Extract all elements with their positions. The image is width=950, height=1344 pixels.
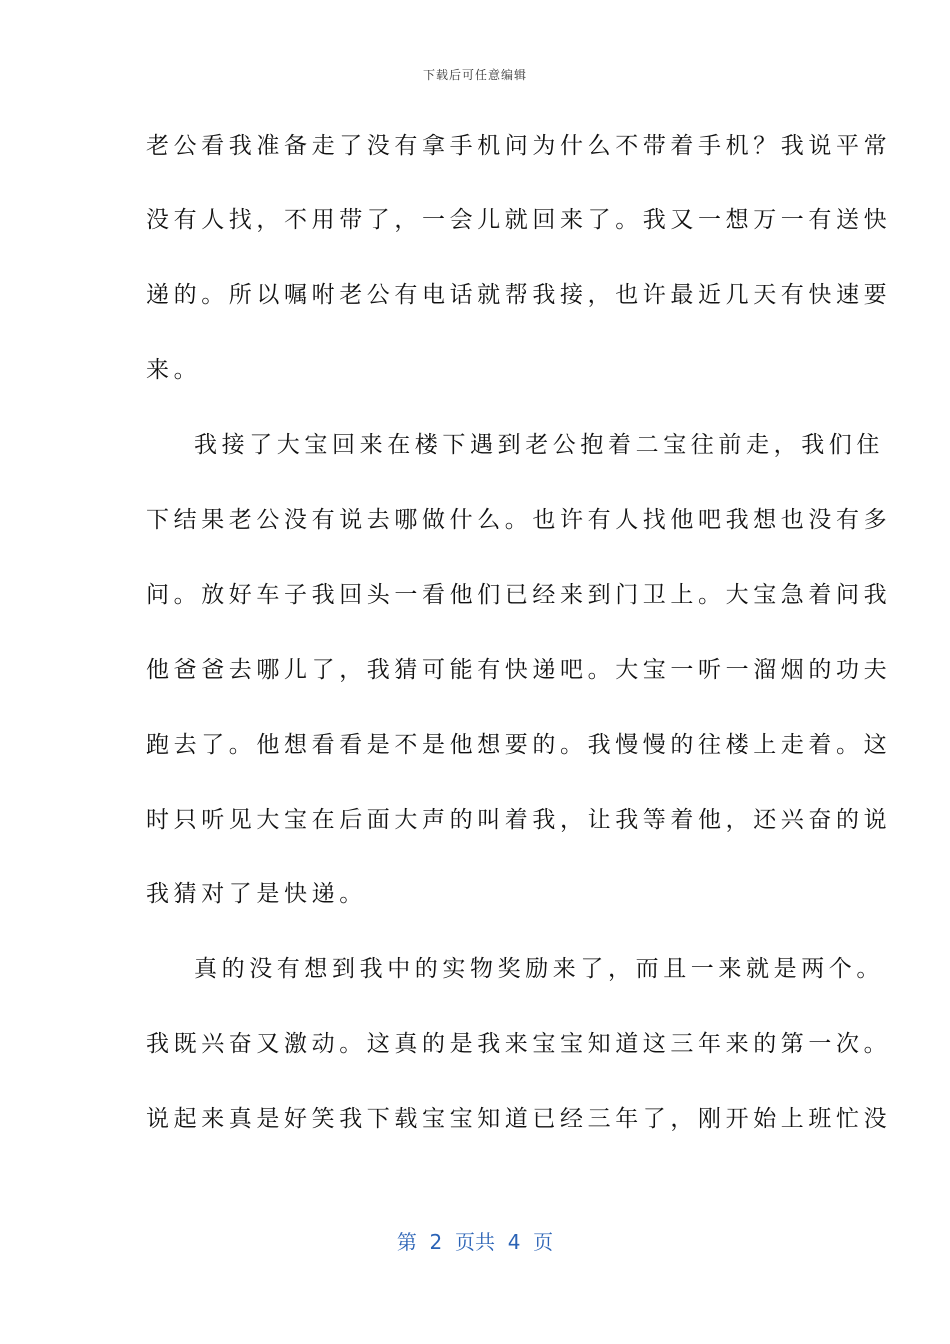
text-line: 问。放好车子我回头一看他们已经来到门卫上。大宝急着问我	[146, 582, 892, 608]
text-line: 老公看我准备走了没有拿手机问为什么不带着手机？我说平常	[146, 133, 892, 159]
text-line: 我猜对了是快递。	[146, 881, 367, 907]
text-line: 我既兴奋又激动。这真的是我来宝宝知道这三年来的第一次。	[146, 1031, 892, 1057]
text-line: 时只听见大宝在后面大声的叫着我，让我等着他，还兴奋的说	[146, 807, 892, 833]
paragraph-first-line: 真的没有想到我中的实物奖励来了，而且一来就是两个。	[194, 956, 884, 982]
text-line: 说起来真是好笑我下载宝宝知道已经三年了，刚开始上班忙没	[146, 1106, 892, 1132]
text-line: 下结果老公没有说去哪做什么。也许有人找他吧我想也没有多	[146, 507, 892, 533]
page-header: 下载后可任意编辑	[422, 68, 527, 82]
text-line: 来。	[146, 357, 202, 383]
text-line: 跑去了。他想看看是不是他想要的。我慢慢的往楼上走着。这	[146, 732, 892, 758]
text-line: 没有人找，不用带了，一会儿就回来了。我又一想万一有送快	[146, 207, 892, 233]
text-line: 递的。所以嘱咐老公有电话就帮我接，也许最近几天有快速要	[146, 282, 892, 308]
page-number-footer: 第 2 页共 4 页	[396, 1230, 554, 1254]
text-line: 他爸爸去哪儿了，我猜可能有快递吧。大宝一听一溜烟的功夫	[146, 657, 892, 683]
paragraph-first-line: 我接了大宝回来在楼下遇到老公抱着二宝往前走，我们住	[194, 432, 884, 458]
